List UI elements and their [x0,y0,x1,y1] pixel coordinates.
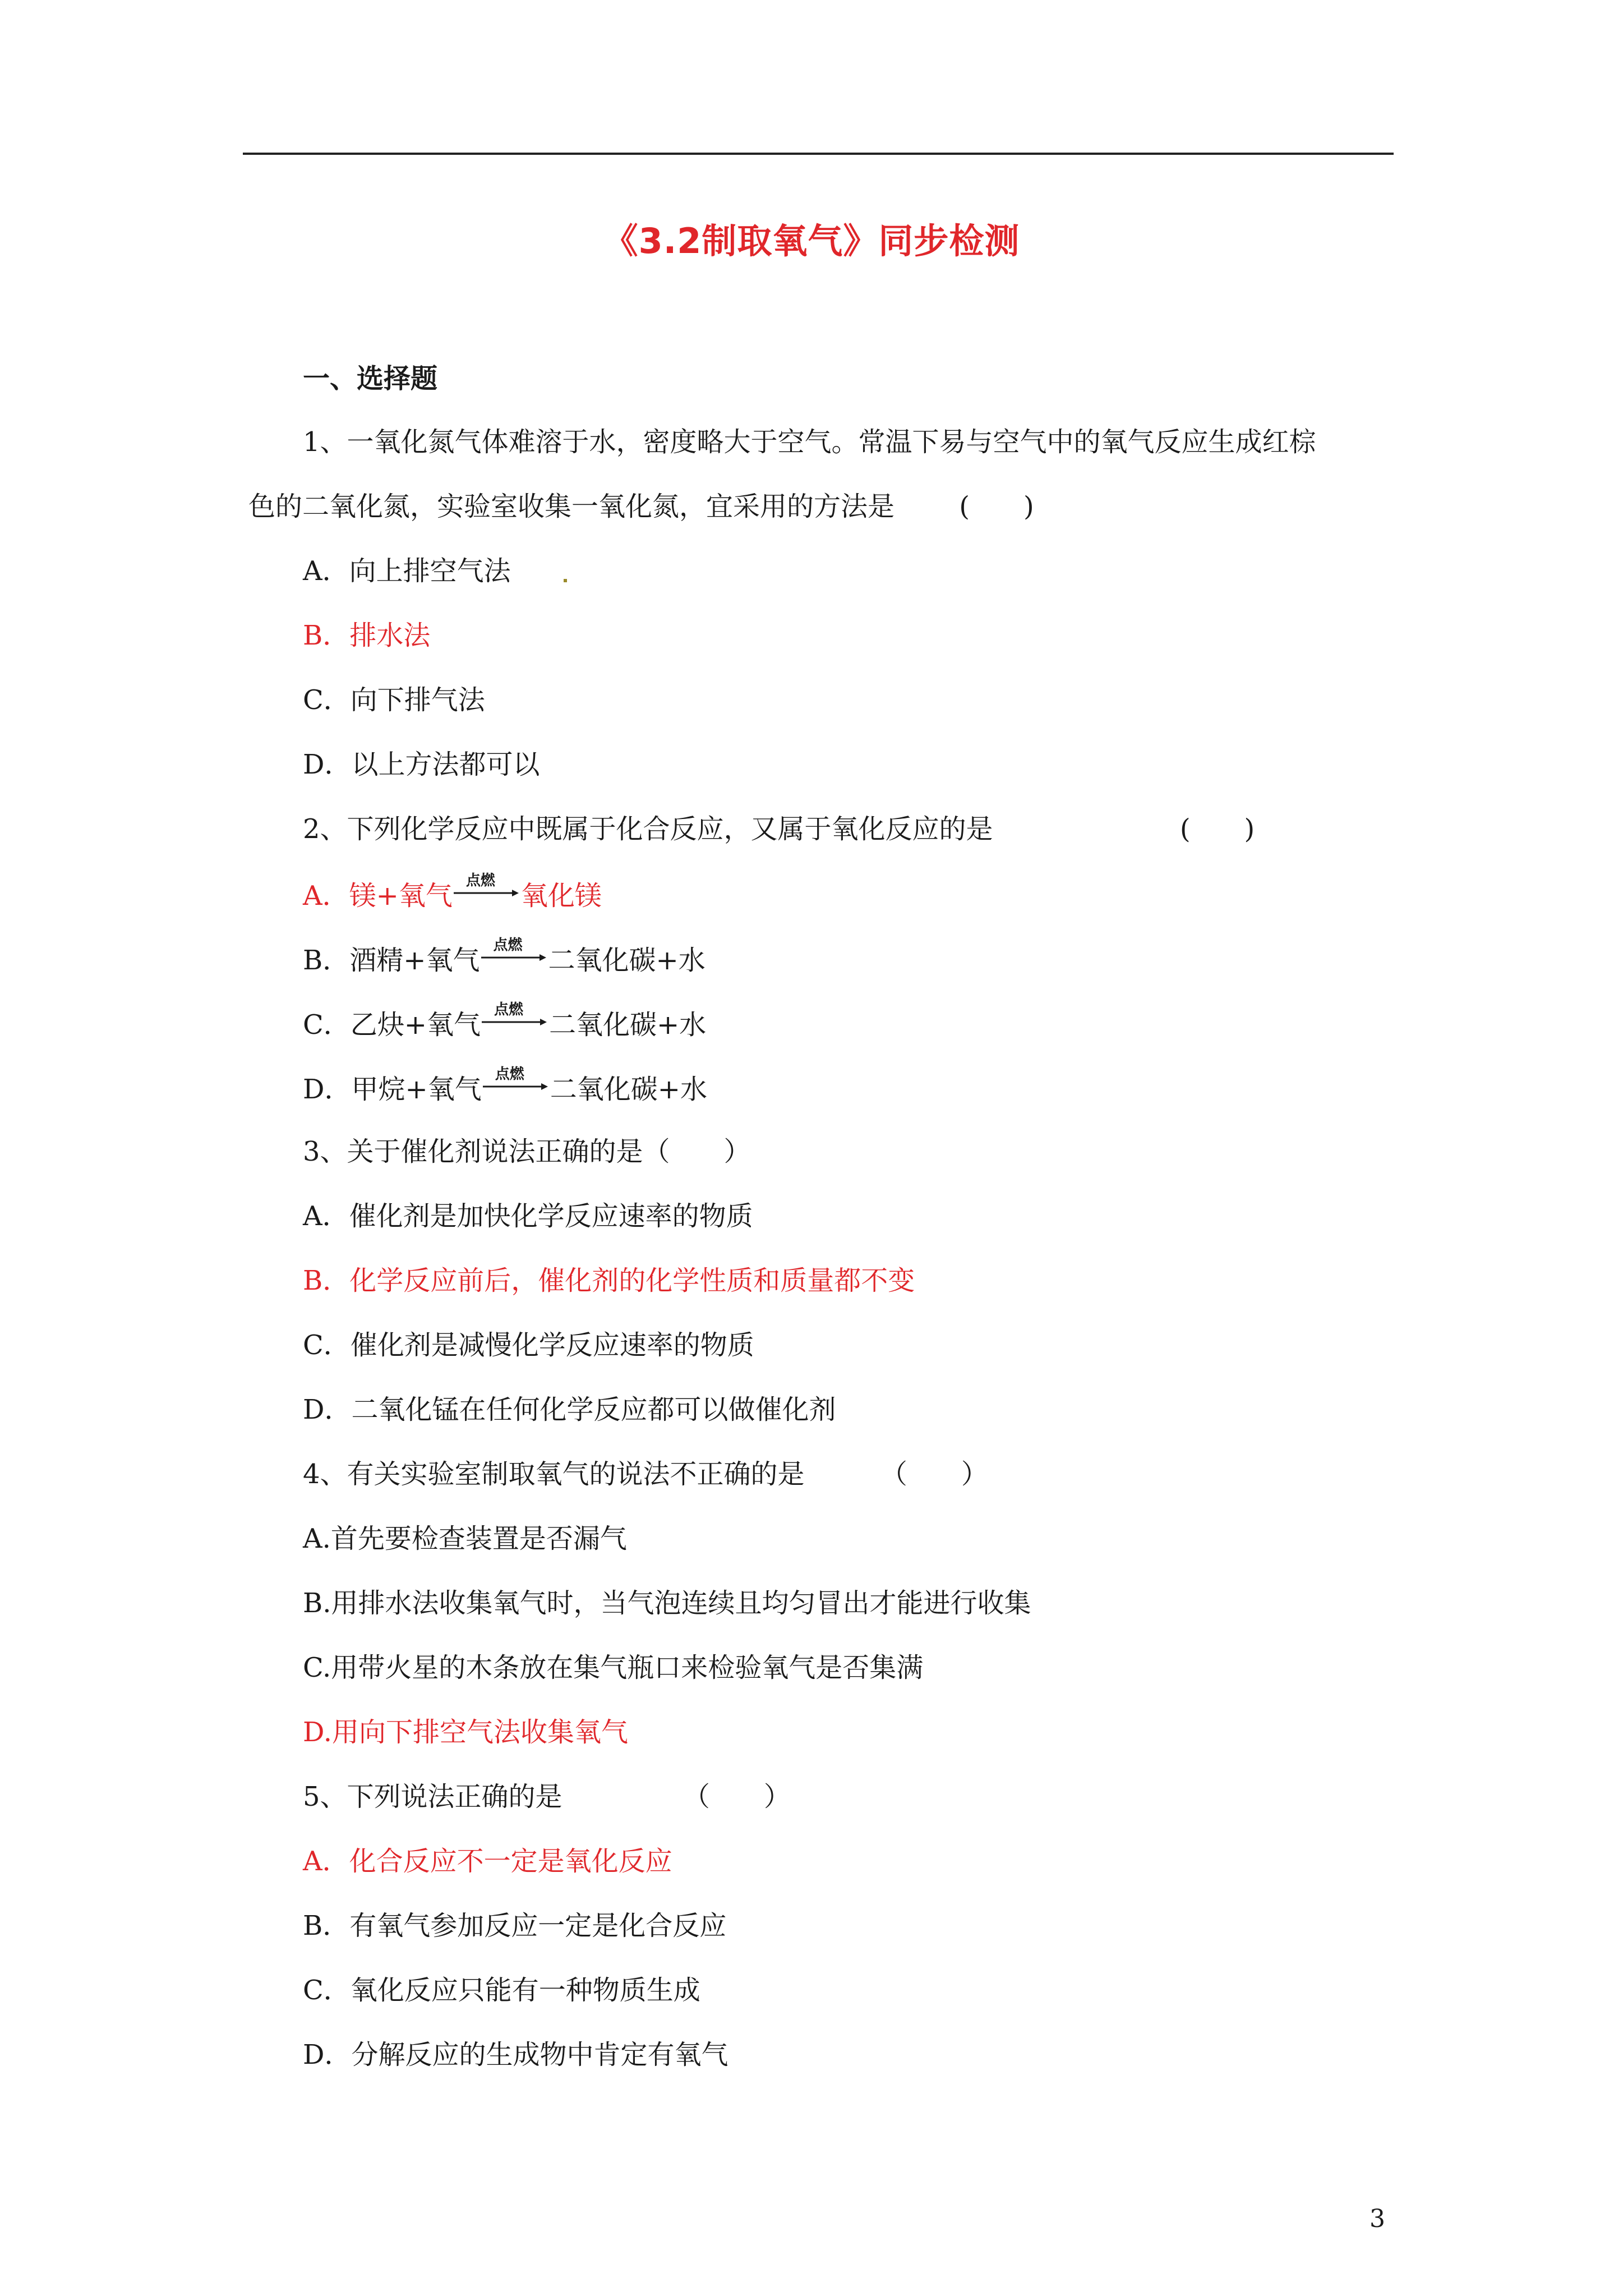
q2-option-a-reactants: A．镁+氧气 [303,880,453,912]
condition-label: 点燃 [495,1066,524,1083]
q2-answer-paren: ( ) [1179,813,1255,845]
arrow-icon [481,954,547,961]
q2-option-c [303,1001,707,1042]
q2-option-b [303,937,706,977]
q1-stem-line1: 1、一氧化氮气体难溶于水，密度略大于空气。常温下易与空气中的氧气反应生成红棕 [303,426,1316,458]
reaction-arrow [454,872,520,908]
reaction-arrow [482,1001,548,1037]
q2-option-d-products: 二氧化碳+水 [550,1074,707,1105]
q2-option-c-reactants: C．乙炔+氧气 [303,1009,481,1041]
q5-option-d: D．分解反应的生成物中肯定有氧气 [303,2039,728,2070]
section-heading: 一、选择题 [303,363,438,394]
condition-label: 点燃 [493,937,523,954]
q2-option-c-products: 二氧化碳+水 [548,1009,707,1041]
q3-option-a: A．催化剂是加快化学反应速率的物质 [303,1200,753,1232]
arrow-icon [483,1083,549,1091]
q4-answer-paren: （ ） [880,1458,988,1490]
q2-option-a [303,872,602,913]
q4-option-b: B.用排水法收集氧气时，当气泡连续且均匀冒出才能进行收集 [303,1588,1031,1619]
q5-option-a: A．化合反应不一定是氧化反应 [303,1846,672,1877]
reaction-arrow [481,937,547,973]
reaction-arrow [483,1066,549,1102]
q2-option-d-reactants: D．甲烷+氧气 [303,1074,482,1105]
q5-answer-paren: （ ） [683,1781,791,1812]
condition-label: 点燃 [494,1001,523,1018]
q3-option-c: C．催化剂是减慢化学反应速率的物质 [303,1329,754,1361]
q2-option-d [303,1066,707,1106]
q1-option-c: C．向下排气法 [303,684,485,716]
q3-stem: 3、关于催化剂说法正确的是（ ） [303,1136,751,1167]
q4-stem-line [303,1457,988,1491]
q1-option-b: B．排水法 [303,620,431,651]
q2-option-a-products: 氧化镁 [520,880,602,912]
page-number: 3 [1370,2205,1385,2233]
arrow-icon [482,1018,548,1026]
q1-stem-line2 [248,490,1034,523]
q3-option-b: B．化学反应前后，催化剂的化学性质和质量都不变 [303,1265,915,1296]
q2-stem-text: 2、下列化学反应中既属于化合反应，又属于氧化反应的是 [303,813,993,845]
arrow-icon [454,889,520,897]
condition-label: 点燃 [465,872,495,889]
q2-stem-line [303,812,1255,846]
q4-option-c: C.用带火星的木条放在集气瓶口来检验氧气是否集满 [303,1652,924,1683]
q1-option-a: A．向上排空气法 [303,555,511,587]
q3-option-d: D．二氧化锰在任何化学反应都可以做催化剂 [303,1394,836,1425]
q4-option-d: D.用向下排空气法收集氧气 [303,1717,629,1748]
q5-option-c: C．氧化反应只能有一种物质生成 [303,1975,700,2006]
q2-option-b-reactants: B．酒精+氧气 [303,945,480,976]
q2-option-b-products: 二氧化碳+水 [548,945,706,976]
q1-answer-paren: ( ) [959,491,1034,522]
q5-stem-line [303,1780,791,1814]
q4-option-a: A.首先要检查装置是否漏气 [303,1523,627,1554]
q1-option-d: D．以上方法都可以 [303,749,540,780]
q1-stem-text: 色的二氧化氮，实验室收集一氧化氮，宜采用的方法是 [248,491,895,522]
header-rule [243,153,1394,155]
document-title: 《3.2制取氧气》同步检测 [603,220,1020,261]
scan-speck [564,579,567,582]
q5-option-b: B．有氧气参加反应一定是化合反应 [303,1910,727,1941]
q4-stem-text: 4、有关实验室制取氧气的说法不正确的是 [303,1458,805,1490]
q5-stem-text: 5、下列说法正确的是 [303,1781,562,1812]
